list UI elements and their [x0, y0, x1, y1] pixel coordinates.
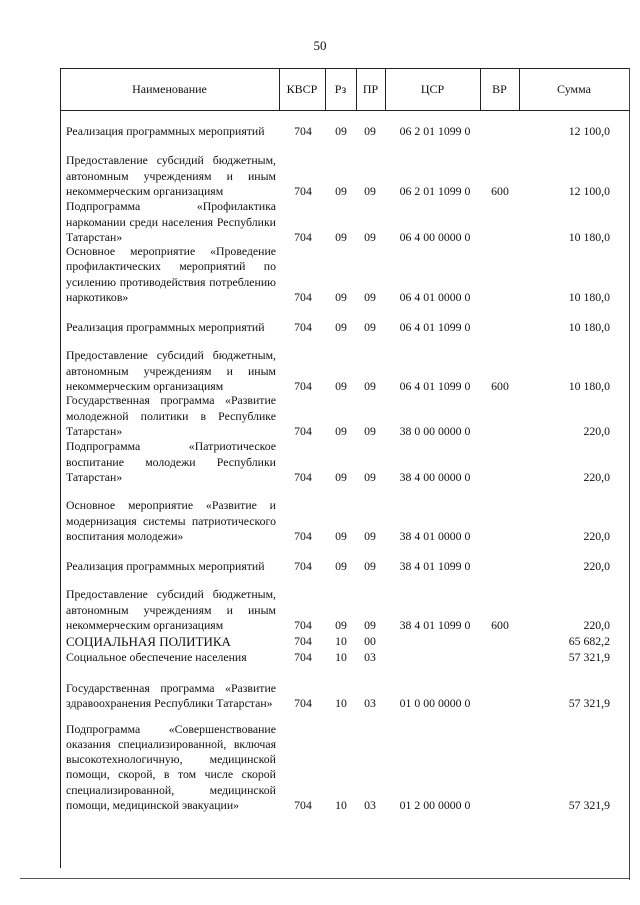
row-vr: 600 — [491, 378, 509, 393]
table-row — [0, 574, 640, 633]
row-rz: 09 — [335, 123, 347, 138]
row-pr: 09 — [364, 229, 376, 244]
table-row — [0, 111, 640, 139]
row-sum: 57 321,9 — [568, 649, 610, 664]
row-name: Реализация программных мероприятий — [66, 558, 265, 573]
row-sum: 220,0 — [583, 423, 610, 438]
row-kvsr: 704 — [294, 289, 312, 304]
row-sum: 57 321,9 — [568, 797, 610, 812]
header-sum: Сумма — [557, 82, 591, 96]
row-kvsr: 704 — [294, 633, 312, 648]
row-rz: 09 — [335, 229, 347, 244]
row-name: Государственная программа «Развитие здравоохранения Республики Татарстан» — [66, 680, 276, 710]
row-sum: 220,0 — [583, 617, 610, 632]
row-name: Государственная программа «Развитие молодежной политики в Республике Татарстан» — [66, 393, 276, 438]
row-kvsr: 704 — [294, 528, 312, 543]
page-number: 50 — [313, 38, 327, 53]
row-name: Реализация программных мероприятий — [66, 123, 265, 138]
row-csr: 06 4 01 1099 0 — [399, 319, 471, 334]
row-name: Основное мероприятие «Проведение профилактических мероприятий по усилению противодействия потреблению наркотиков» — [66, 244, 276, 304]
row-name: Предоставление субсидий бюджетным, автономным учреждениям и иным некоммерческим организациям — [66, 348, 276, 393]
row-rz: 10 — [335, 649, 347, 664]
row-pr: 09 — [364, 617, 376, 632]
row-sum: 220,0 — [583, 469, 610, 484]
row-name: Предоставление субсидий бюджетным, автономным учреждениям и иным некоммерческим организациям — [66, 153, 276, 198]
row-csr: 06 4 01 0000 0 — [399, 289, 471, 304]
row-kvsr: 704 — [294, 183, 312, 198]
row-pr: 00 — [364, 633, 376, 648]
table-row — [0, 485, 640, 544]
row-pr: 09 — [364, 528, 376, 543]
row-rz: 10 — [335, 633, 347, 648]
row-csr: 38 4 01 1099 0 — [399, 558, 471, 573]
header-csr: ЦСР — [420, 82, 445, 96]
row-csr: 01 2 00 0000 0 — [399, 797, 471, 812]
row-pr: 09 — [364, 123, 376, 138]
row-name: Предоставление субсидий бюджетным, автономным учреждениям и иным некоммерческим организациям — [66, 587, 276, 632]
row-kvsr: 704 — [294, 319, 312, 334]
row-sum: 65 682,2 — [568, 633, 610, 648]
row-kvsr: 704 — [294, 123, 312, 138]
row-pr: 09 — [364, 423, 376, 438]
table-row — [0, 245, 640, 305]
row-sum: 220,0 — [583, 528, 610, 543]
row-rz: 09 — [335, 528, 347, 543]
row-kvsr: 704 — [294, 649, 312, 664]
row-name: Социальное обеспечение населения — [66, 649, 247, 664]
header-vr: ВР — [492, 82, 507, 96]
table-row — [0, 711, 640, 813]
row-pr: 09 — [364, 289, 376, 304]
row-csr: 38 0 00 0000 0 — [399, 423, 471, 438]
row-csr: 06 2 01 1099 0 — [399, 123, 471, 138]
row-rz: 09 — [335, 378, 347, 393]
row-csr: 38 4 01 1099 0 — [399, 617, 471, 632]
row-sum: 10 180,0 — [568, 289, 610, 304]
row-pr: 09 — [364, 378, 376, 393]
row-rz: 09 — [335, 558, 347, 573]
row-sum: 57 321,9 — [568, 695, 610, 710]
row-sum: 12 100,0 — [568, 183, 610, 198]
row-pr: 09 — [364, 558, 376, 573]
table-row — [0, 305, 640, 335]
row-pr: 03 — [364, 649, 376, 664]
row-name: Подпрограмма «Профилактика наркомании среди населения Республики Татарстан» — [66, 199, 276, 244]
row-sum: 10 180,0 — [568, 319, 610, 334]
row-pr: 03 — [364, 695, 376, 710]
row-kvsr: 704 — [294, 558, 312, 573]
header-name: Наименование — [132, 82, 207, 96]
row-rz: 10 — [335, 797, 347, 812]
row-rz: 09 — [335, 183, 347, 198]
row-kvsr: 704 — [294, 797, 312, 812]
row-pr: 09 — [364, 183, 376, 198]
table-row — [0, 335, 640, 394]
row-csr: 06 4 01 1099 0 — [399, 378, 471, 393]
row-rz: 09 — [335, 469, 347, 484]
table-row — [0, 439, 640, 485]
table-row — [0, 633, 640, 649]
row-rz: 09 — [335, 617, 347, 632]
row-name: Подпрограмма «Патриотическое воспитание молодежи Республики Татарстан» — [66, 439, 276, 484]
table-row — [0, 649, 640, 665]
row-sum: 12 100,0 — [568, 123, 610, 138]
row-kvsr: 704 — [294, 617, 312, 632]
table-row — [0, 394, 640, 439]
page-bottom-edge — [20, 878, 630, 879]
row-rz: 09 — [335, 423, 347, 438]
header-rz: Рз — [334, 82, 347, 96]
header-kvsr: КВСР — [286, 82, 318, 96]
row-rz: 09 — [335, 319, 347, 334]
table-row — [0, 199, 640, 245]
row-pr: 09 — [364, 319, 376, 334]
row-sum: 10 180,0 — [568, 229, 610, 244]
table-row — [0, 544, 640, 574]
row-vr: 600 — [491, 183, 509, 198]
row-sum: 220,0 — [583, 558, 610, 573]
row-csr: 06 4 00 0000 0 — [399, 229, 471, 244]
row-kvsr: 704 — [294, 469, 312, 484]
row-sum: 10 180,0 — [568, 378, 610, 393]
row-pr: 09 — [364, 469, 376, 484]
row-pr: 03 — [364, 797, 376, 812]
table-row — [0, 665, 640, 711]
row-kvsr: 704 — [294, 423, 312, 438]
row-kvsr: 704 — [294, 378, 312, 393]
row-rz: 09 — [335, 289, 347, 304]
row-name: Реализация программных мероприятий — [66, 319, 265, 334]
row-kvsr: 704 — [294, 229, 312, 244]
row-rz: 10 — [335, 695, 347, 710]
table-row — [0, 139, 640, 199]
row-kvsr: 704 — [294, 695, 312, 710]
row-csr: 01 0 00 0000 0 — [399, 695, 471, 710]
row-vr: 600 — [491, 617, 509, 632]
row-csr: 38 4 00 0000 0 — [399, 469, 471, 484]
row-name: СОЦИАЛЬНАЯ ПОЛИТИКА — [66, 633, 231, 649]
row-csr: 38 4 01 0000 0 — [399, 528, 471, 543]
row-csr: 06 2 01 1099 0 — [399, 183, 471, 198]
row-name: Подпрограмма «Совершенствование оказания специализированной, включая высокотехнологичную, медицинской помощи, скорой, в том числе скорой специализированной, медицинской помощи, медицинской эвакуации» — [66, 721, 276, 812]
row-name: Основное мероприятие «Развитие и модернизация системы патриотического воспитания молодежи» — [66, 498, 276, 543]
header-pr: ПР — [362, 82, 379, 96]
